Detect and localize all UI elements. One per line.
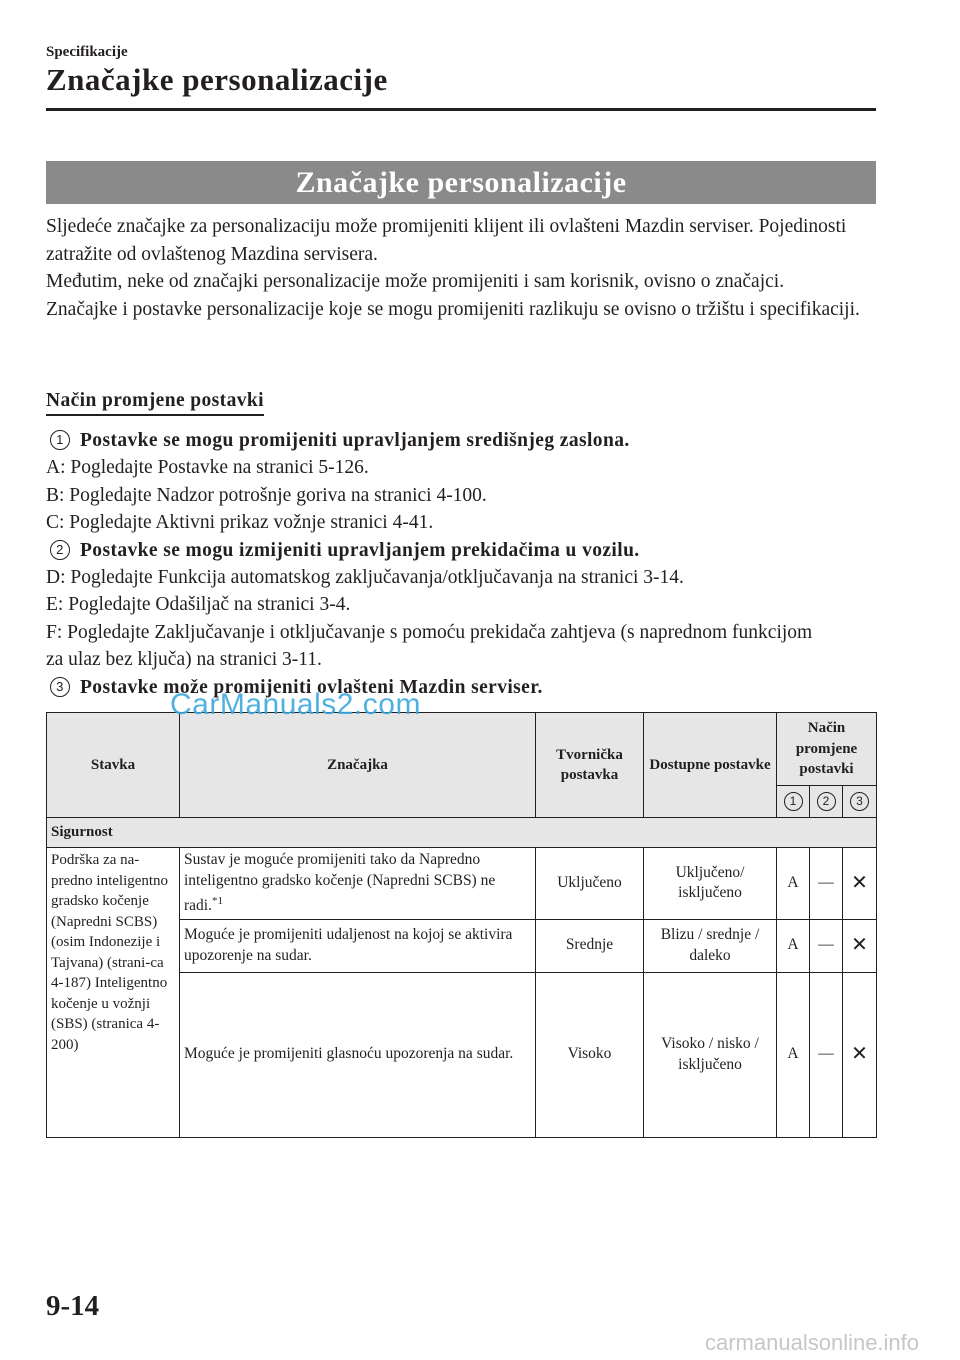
intro-paragraph: Sljedeće značajke za personalizaciju može promijeniti klijent ili ovlašteni Mazdin serviser. Pojedinosti zatražite od ovlaštenog Mazdina servisera. [46, 216, 847, 265]
table-row [47, 848, 877, 920]
method-item: D: Pogledajte Funkcija automatskog zaključavanja/otključavanja na stranici 3-14. [46, 567, 684, 589]
col-header-method: Način promjene postavki [777, 713, 877, 786]
factory-cell: Srednje [536, 919, 644, 972]
col-header-item: Stavka [47, 713, 180, 818]
footnote-ref: *1 [211, 895, 223, 907]
method-1-title [46, 427, 876, 454]
cross-icon: ✕ [843, 848, 877, 920]
method-2-title [46, 537, 876, 564]
watermark: CarManuals2.com [170, 688, 421, 721]
header-rule [46, 108, 876, 111]
col-header-factory: Tvornička postavka [536, 713, 644, 818]
col-header-method-3 [843, 786, 877, 818]
intro-paragraph: Međutim, neke od značajki personalizacije može promijeniti i sam korisnik, ovisno o značajci. [46, 271, 785, 292]
table-header-row [47, 713, 877, 786]
factory-cell: Visoko [536, 972, 644, 1137]
method-title: Postavke može promijeniti ovlašteni Mazdin serviser. [80, 676, 543, 698]
available-cell: Blizu / srednje / daleko [644, 919, 777, 972]
page-title: Značajke personalizacije [46, 62, 388, 97]
method-2-cell: — [810, 972, 843, 1137]
cross-icon: ✕ [843, 972, 877, 1137]
page-number: 9-14 [46, 1290, 100, 1322]
method-2-cell: — [810, 848, 843, 920]
method-1-cell: A [777, 919, 810, 972]
feature-text: Sustav je moguće promijeniti tako da Napredno inteligentno gradsko kočenje (Napredni SCBS) ne radi. [184, 851, 496, 915]
item-label: Podrška za na-predno inteligentno gradsko kočenje (Napredni SCBS) (osim Indonezije i Tajvana) (strani-ca 4-187) Inteligentno kočenje u vožnji (SBS) (stranica 4-200) [47, 848, 180, 1138]
col-header-method-1 [777, 786, 810, 818]
feature-cell: Moguće je promijeniti udaljenost na kojoj se aktivira upozorenje na sudar. [180, 919, 536, 972]
factory-cell: Uključeno [536, 848, 644, 920]
method-item: B: Pogledajte Nadzor potrošnje goriva na stranici 4-100. [46, 484, 487, 506]
circled-number-2-icon: 2 [817, 792, 836, 811]
col-header-feature: Značajka [180, 713, 536, 818]
circled-number-1-icon: 1 [784, 792, 803, 811]
feature-cell: Moguće je promijeniti glasnoću upozorenja na sudar. [180, 972, 536, 1137]
method-title: Postavke se mogu izmijeniti upravljanjem prekidačima u vozilu. [80, 539, 640, 561]
method-heading: Način promjene postavki [46, 390, 264, 416]
section-label: Specifikacije [46, 44, 128, 60]
cross-icon: ✕ [843, 919, 877, 972]
feature-cell [180, 848, 536, 920]
intro-text [46, 213, 876, 323]
method-1-cell: A [777, 848, 810, 920]
intro-paragraph: Značajke i postavke personalizacije koje se mogu promijeniti razlikuju se ovisno o tržištu i specifikaciji. [46, 298, 860, 320]
col-header-method-2 [810, 786, 843, 818]
available-cell: Visoko / nisko / isključeno [644, 972, 777, 1137]
available-cell: Uključeno/ isključeno [644, 848, 777, 920]
methods-list [46, 427, 876, 701]
method-title: Postavke se mogu promijeniti upravljanjem središnjeg zaslona. [80, 430, 630, 451]
method-1-cell: A [777, 972, 810, 1137]
section-banner: Značajke personalizacije [46, 161, 876, 204]
method-item: F: Pogledajte Zaključavanje i otključavanje s pomoću prekidača zahtjeva (s naprednom funkcijom za ulaz bez ključa) na stranici 3-11. [46, 621, 813, 671]
customization-table [46, 712, 877, 1138]
method-item: A: Pogledajte Postavke na stranici 5-126. [46, 457, 369, 479]
method-item: E: Pogledajte Odašiljač na stranici 3-4. [46, 594, 351, 616]
site-watermark: carmanualsonline.info [705, 1330, 920, 1355]
table-section-row [47, 818, 877, 848]
circled-number-2-icon: 2 [50, 540, 70, 560]
circled-number-3-icon: 3 [850, 792, 869, 811]
method-item: C: Pogledajte Aktivni prikaz vožnje stranici 4-41. [46, 512, 434, 534]
section-label-security: Sigurnost [47, 818, 877, 848]
circled-number-1-icon: 1 [50, 430, 70, 450]
circled-number-3-icon: 3 [50, 677, 70, 697]
col-header-available: Dostupne postavke [644, 713, 777, 818]
method-2-cell: — [810, 919, 843, 972]
